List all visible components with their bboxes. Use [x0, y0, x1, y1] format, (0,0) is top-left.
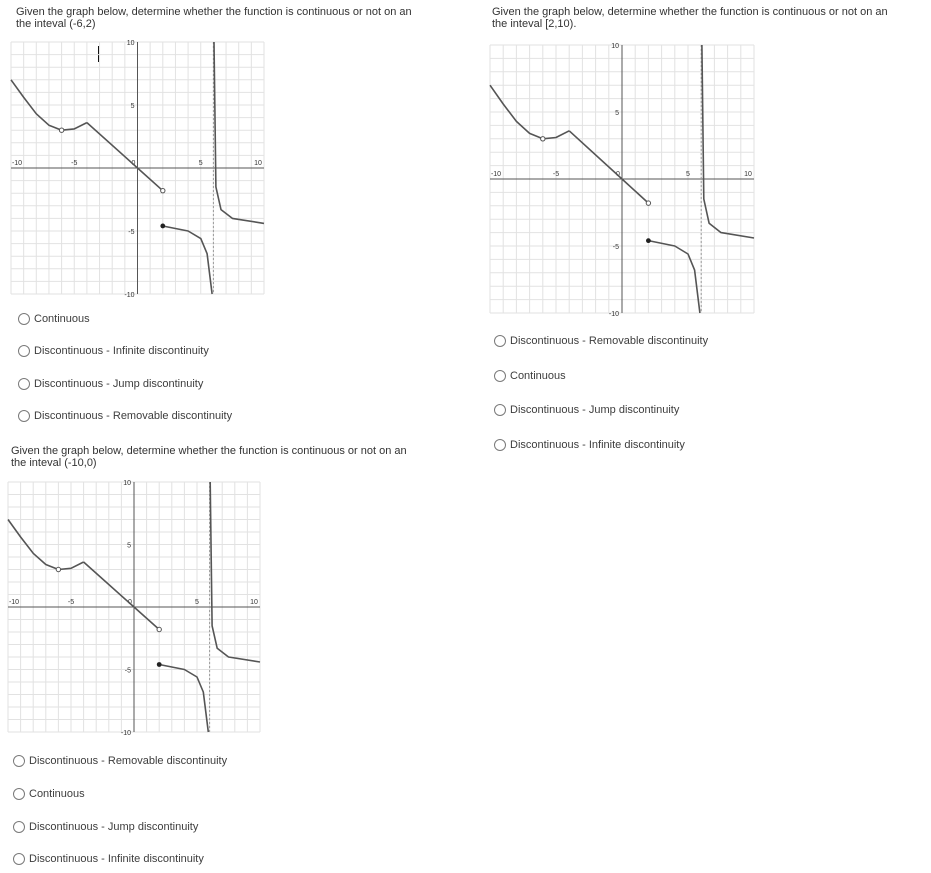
function-graph [11, 40, 264, 299]
option-label: Discontinuous - Removable discontinuity [34, 410, 233, 422]
radio-button-icon[interactable] [13, 853, 25, 865]
option-label: Discontinuous - Removable discontinuity [29, 755, 228, 767]
option-label: Discontinuous - Jump discontinuity [29, 821, 199, 833]
open-point [56, 567, 60, 571]
y-tick-label: 5 [127, 542, 131, 550]
y-tick-label: 10 [123, 480, 131, 487]
x-tick-label: -5 [67, 599, 75, 606]
open-point [157, 627, 161, 631]
open-point [161, 188, 165, 192]
option-label: Continuous [34, 313, 90, 325]
closed-point [157, 662, 162, 667]
radio-button-icon[interactable] [18, 410, 30, 422]
open-point [646, 201, 650, 205]
radio-button-icon[interactable] [494, 335, 506, 347]
x-tick-label: -10 [490, 171, 502, 178]
option-label: Discontinuous - Jump discontinuity [34, 378, 204, 390]
function-graph [8, 480, 260, 737]
question-prompt: Given the graph below, determine whether the function is continuous or not on an the inteval (-10,0) [11, 445, 407, 469]
y-tick-label: -5 [124, 667, 131, 675]
x-tick-label: 0 [128, 599, 132, 606]
option-removable-discontinuity[interactable] [494, 335, 708, 347]
y-tick-label: -5 [612, 244, 619, 251]
y-tick-label: -10 [120, 730, 131, 737]
option-removable-discontinuity[interactable] [18, 410, 232, 422]
radio-button-icon[interactable] [13, 755, 25, 767]
option-label: Discontinuous - Infinite discontinuity [510, 439, 685, 451]
curve-piece-3 [648, 241, 700, 313]
option-infinite-discontinuity[interactable] [18, 345, 209, 357]
y-tick-label: -5 [128, 229, 135, 236]
x-tick-label: 10 [254, 160, 262, 167]
question-prompt: Given the graph below, determine whether the function is continuous or not on an the inteval (-6,2) [16, 6, 412, 30]
option-infinite-discontinuity[interactable] [494, 439, 685, 451]
radio-button-icon[interactable] [494, 439, 506, 451]
option-label: Continuous [29, 788, 85, 800]
option-label: Discontinuous - Jump discontinuity [510, 404, 680, 416]
x-tick-label: -10 [8, 599, 20, 606]
question-prompt: Given the graph below, determine whether the function is continuous or not on an the inteval [2,10). [492, 6, 888, 30]
curve-piece-3 [163, 226, 212, 294]
x-tick-label: 5 [686, 171, 690, 178]
y-tick-label: 10 [126, 40, 135, 47]
x-tick-label: 5 [195, 599, 199, 606]
x-tick-label: -5 [552, 171, 560, 178]
y-tick-label: 5 [615, 110, 619, 117]
function-graph [490, 43, 754, 318]
question-2 [492, 6, 888, 30]
radio-button-icon[interactable] [18, 378, 30, 390]
option-jump-discontinuity[interactable] [18, 378, 203, 390]
option-jump-discontinuity[interactable] [494, 404, 679, 416]
radio-button-icon[interactable] [18, 313, 30, 325]
closed-point [646, 238, 651, 243]
option-label: Discontinuous - Infinite discontinuity [29, 853, 204, 865]
y-tick-label: -10 [124, 292, 135, 299]
x-tick-label: 5 [198, 160, 203, 167]
y-tick-label: 5 [130, 103, 135, 110]
radio-button-icon[interactable] [494, 370, 506, 382]
option-label: Discontinuous - Removable discontinuity [510, 335, 709, 347]
radio-button-icon[interactable] [18, 345, 30, 357]
open-point [59, 128, 63, 132]
radio-button-icon[interactable] [494, 404, 506, 416]
radio-button-icon[interactable] [13, 788, 25, 800]
option-label: Continuous [510, 370, 566, 382]
curve-piece-3 [159, 665, 208, 733]
x-tick-label: 0 [616, 171, 620, 178]
open-point [541, 137, 545, 141]
option-jump-discontinuity[interactable] [13, 821, 198, 833]
x-tick-label: 0 [131, 160, 136, 167]
option-infinite-discontinuity[interactable] [13, 853, 204, 865]
x-tick-label: 10 [744, 171, 752, 178]
option-continuous[interactable] [18, 313, 90, 325]
closed-point [160, 224, 165, 229]
y-tick-label: 10 [611, 43, 619, 50]
x-tick-label: 10 [250, 599, 258, 606]
y-tick-label: -10 [608, 311, 619, 318]
radio-button-icon[interactable] [13, 821, 25, 833]
question-1 [16, 6, 412, 30]
option-continuous[interactable] [13, 788, 85, 800]
option-continuous[interactable] [494, 370, 566, 382]
x-tick-label: -5 [71, 160, 78, 167]
option-label: Discontinuous - Infinite discontinuity [34, 345, 209, 357]
option-removable-discontinuity[interactable] [13, 755, 227, 767]
x-tick-label: -10 [11, 160, 23, 167]
question-3 [11, 445, 407, 469]
